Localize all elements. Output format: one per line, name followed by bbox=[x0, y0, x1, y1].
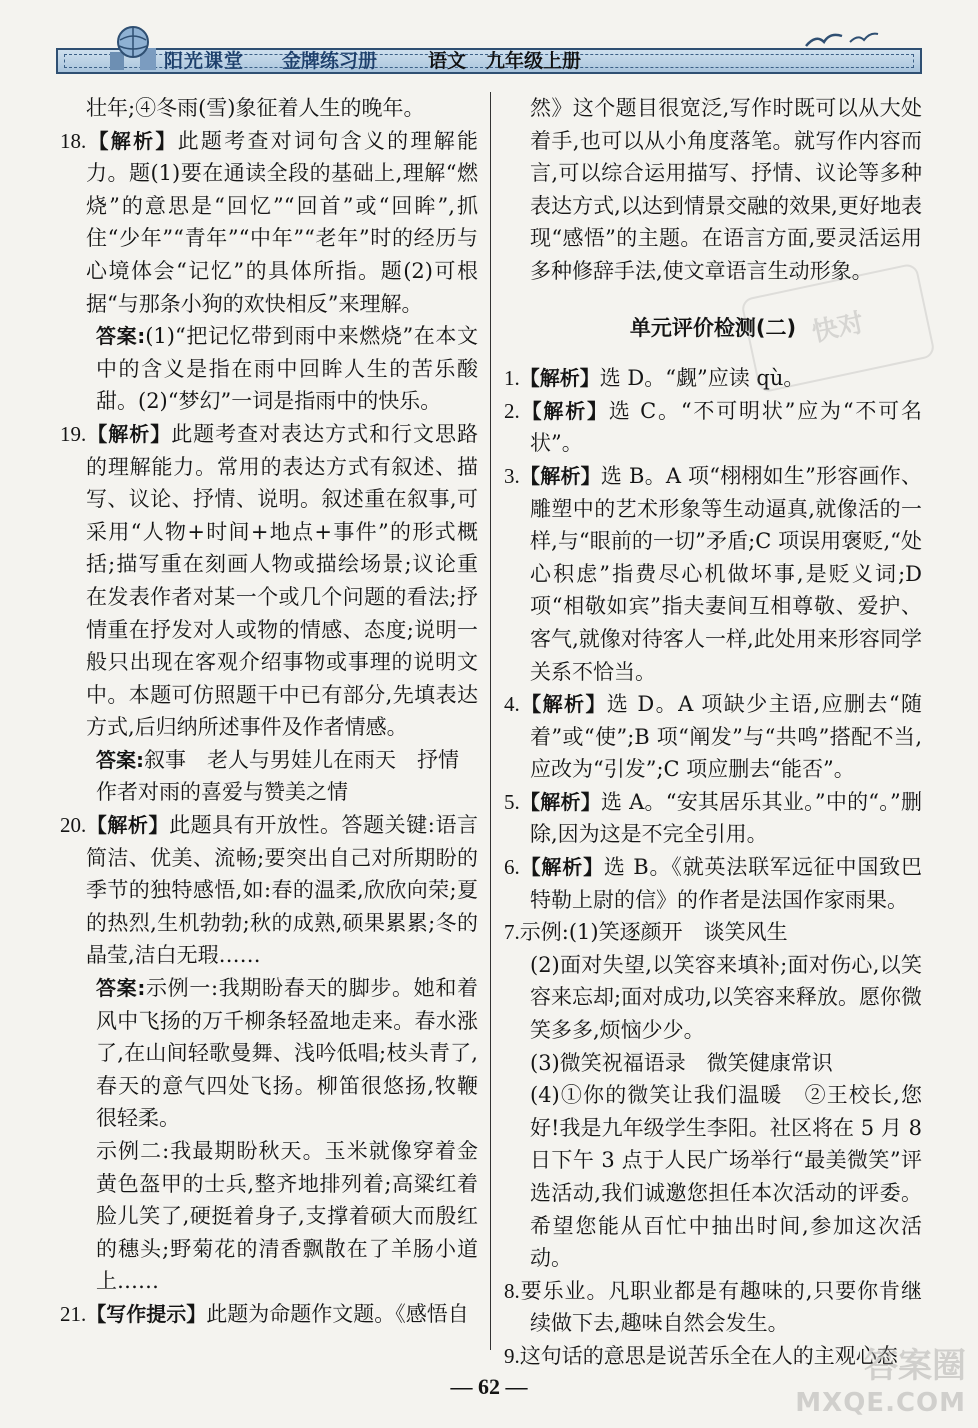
analysis-text: 选 B。A 项“栩栩如生”形容画作、雕塑中的艺术形象等生动逼真,就像活的一样,与“眼前的一切”矛盾;C 项误用褒贬,“处心积虑”指费尽心机做坏事,是贬义词;D 项“相敬如宾”指夫妻间互相尊敬、爱护、客气,就像对待客人一样,此处用来形容同学关系不恰当。 bbox=[530, 463, 923, 684]
analysis-text: 此题具有开放性。答题关键:语言简洁、优美、流畅;要突出自己对所期盼的季节的独特感悟,如:春的温柔,欣欣向荣;夏的热烈,生机勃勃;秋的成熟,硕果累累;冬的晶莹,洁白无瑕…… bbox=[86, 813, 478, 968]
question-number: 21. bbox=[60, 1301, 87, 1326]
page-header bbox=[56, 22, 922, 76]
analysis-tag: 【解析】 bbox=[86, 813, 170, 838]
answer-text: 叙事 老人与男娃儿在雨天 抒情 bbox=[144, 747, 459, 772]
item-4 bbox=[504, 688, 922, 786]
brand-name: 阳光课堂 bbox=[164, 50, 245, 72]
analysis-tag: 【解析】 bbox=[519, 398, 609, 423]
question-number: 18. bbox=[60, 128, 87, 153]
answer-20 bbox=[60, 972, 478, 1135]
item-text: 要乐业。凡职业都是有趣味的,只要你肯继续做下去,趣味自然会发生。 bbox=[519, 1278, 922, 1336]
watermark-stamp: 快对 bbox=[740, 262, 936, 393]
item-number: 6. bbox=[504, 855, 520, 880]
site-watermark bbox=[756, 1346, 966, 1428]
item-5 bbox=[504, 786, 922, 851]
item-number: 3. bbox=[504, 463, 520, 488]
analysis-tag: 【解析】 bbox=[519, 692, 607, 717]
item-number: 1. bbox=[504, 366, 520, 391]
analysis-text: 选 A。“安其居乐其业。”中的“。”删除,因为这是不完全引用。 bbox=[530, 789, 922, 847]
item-number: 7. bbox=[504, 920, 520, 945]
item-number: 5. bbox=[504, 789, 520, 814]
grade-label: 九年级上册 bbox=[486, 50, 582, 72]
watermark-title: 答案圈 bbox=[864, 1346, 966, 1386]
item-text: 这句话的意思是说苦乐全在人的主观心态 bbox=[519, 1343, 898, 1368]
item-number: 9. bbox=[504, 1343, 520, 1368]
analysis-tag: 【解析】 bbox=[519, 855, 604, 880]
answer-19 bbox=[60, 744, 478, 777]
answer-20-example2: 示例二:我最期盼秋天。玉米就像穿着金黄色盔甲的士兵,整齐地排列着;高粱红着脸儿笑了,硬挺着身子,支撑着硕大而殷红的穗头;野菊花的清香飘散在了羊肠小道上…… bbox=[96, 1139, 478, 1294]
book-title: 金牌练习册 bbox=[282, 50, 378, 72]
analysis-text: 选 D。A 项缺少主语,应删去“随着”或“使”;B 项“阐发”与“共鸣”搭配不当,应改为“引发”;C 项应删去“能否”。 bbox=[530, 692, 923, 782]
analysis-text: 选 B。《就英法联军远征中国致巴特勒上尉的信》的作者是法国作家雨果。 bbox=[530, 855, 923, 912]
answer-label: 答案: bbox=[96, 976, 146, 1001]
analysis-tag: 【解析】 bbox=[519, 789, 601, 814]
item-number: 2. bbox=[504, 398, 520, 423]
item-7 bbox=[504, 916, 922, 949]
item-text: 示例:(1)笑逐颜开 谈笑风生 bbox=[519, 920, 788, 945]
item-7-part2: (2)面对失望,以笑容来填补;面对伤心,以笑容来忘却;面对成功,以笑容来释放。愿你微笑多多,烦恼少少。 bbox=[530, 952, 922, 1043]
continued-text: 壮年;④冬雨(雪)象征着人生的晚年。 bbox=[86, 96, 425, 120]
item-7-part3: (3)微笑祝福语录 微笑健康常识 bbox=[530, 1050, 833, 1075]
analysis-text: 此题考查对表达方式和行文思路的理解能力。常用的表达方式有叙述、描写、议论、抒情、说明。叙述重在叙事,可采用“人物+时间+地点+事件”的形式概括;描写重在刻画人物或描绘场景;议论重在发表作者对某一个或几个问题的看法;抒情重在抒发对人或物的情感、态度;说明一般只出现在客观介绍事物或事理的说明文中。本题可仿照题干中已有部分,先填表达方式,后归纳所述事件及作者情感。 bbox=[86, 421, 479, 740]
globe-logo-icon bbox=[104, 22, 162, 72]
item-2 bbox=[504, 395, 922, 460]
column-divider bbox=[490, 92, 491, 1350]
question-18 bbox=[60, 125, 478, 321]
item-number: 8. bbox=[504, 1278, 520, 1303]
item-number: 4. bbox=[504, 692, 520, 717]
answer-label: 答案: bbox=[96, 747, 144, 772]
analysis-tag: 【解析】 bbox=[519, 366, 600, 391]
writing-tip-tag: 【写作提示】 bbox=[86, 1301, 207, 1326]
analysis-tag: 【解析】 bbox=[86, 128, 178, 153]
analysis-text: 选 D。“觑”应读 qù。 bbox=[599, 366, 805, 391]
question-number: 19. bbox=[60, 421, 87, 446]
left-column bbox=[60, 92, 478, 1331]
analysis-tag: 【解析】 bbox=[519, 463, 601, 488]
analysis-text: 选 C。“不可明状”应为“不可名状”。 bbox=[530, 398, 923, 456]
item-3 bbox=[504, 460, 922, 688]
birds-icon bbox=[802, 26, 882, 54]
analysis-tag: 【解析】 bbox=[86, 421, 172, 446]
question-number: 20. bbox=[60, 813, 87, 838]
question-20 bbox=[60, 809, 478, 972]
item-6 bbox=[504, 851, 922, 916]
section-title: 单元评价检测(二) bbox=[629, 315, 797, 340]
question-19 bbox=[60, 418, 478, 744]
answer-text: (1)“把记忆带到雨中来燃烧”在本文中的含义是指在雨中回眸人生的苦乐酸甜。(2)“梦幻”一词是指雨中的快乐。 bbox=[96, 324, 479, 414]
subject-label: 语文 bbox=[428, 50, 467, 72]
item-8 bbox=[504, 1275, 922, 1340]
writing-tip-text: 此题为命题作文题。《感悟自 bbox=[206, 1301, 469, 1326]
watermark-url: MXQE.COM bbox=[795, 1388, 966, 1418]
question-21 bbox=[60, 1298, 478, 1331]
item-7-part4: (4)①你的微笑让我们温暖 ②王校长,您好!我是九年级学生李阳。社区将在 5 月 8 日下午 3 点于人民广场举行“最美微笑”评选活动,我们诚邀您担任本次活动的评委。希望您能从百忙中抽出时间,参加这次活动。 bbox=[530, 1083, 922, 1271]
answer-18 bbox=[60, 320, 478, 418]
answer-19-line2: 作者对雨的喜爱与赞美之情 bbox=[96, 780, 348, 805]
continued-text: 然》这个题目很宽泛,写作时既可以从大处着手,也可以从小角度落笔。就写作内容而言,可以综合运用描写、抒情、议论等多种表达方式,以达到情景交融的效果,更好地表现“感悟”的主题。在语言方面,要灵活运用多种修辞手法,使文章语言生动形象。 bbox=[530, 96, 922, 283]
analysis-text: 此题考查对词句含义的理解能力。题(1)要在通读全段的基础上,理解“燃烧”的意思是“回忆”“回首”或“回眸”,抓住“少年”“青年”“中年”“老年”时的经历与心境体会“记忆”的具体所指。题(2)可根据“与那条小狗的欢快相反”来理解。 bbox=[86, 128, 479, 316]
answer-text: 示例一:我期盼春天的脚步。她和着风中飞扬的万千柳条轻盈地走来。春水涨了,在山间轻歌曼舞、浅吟低唱;枝头青了,春天的意气四处飞扬。柳笛很悠扬,牧鞭很轻柔。 bbox=[96, 976, 478, 1131]
page-number: — 62 — bbox=[450, 1374, 528, 1399]
answer-label: 答案: bbox=[96, 324, 146, 349]
